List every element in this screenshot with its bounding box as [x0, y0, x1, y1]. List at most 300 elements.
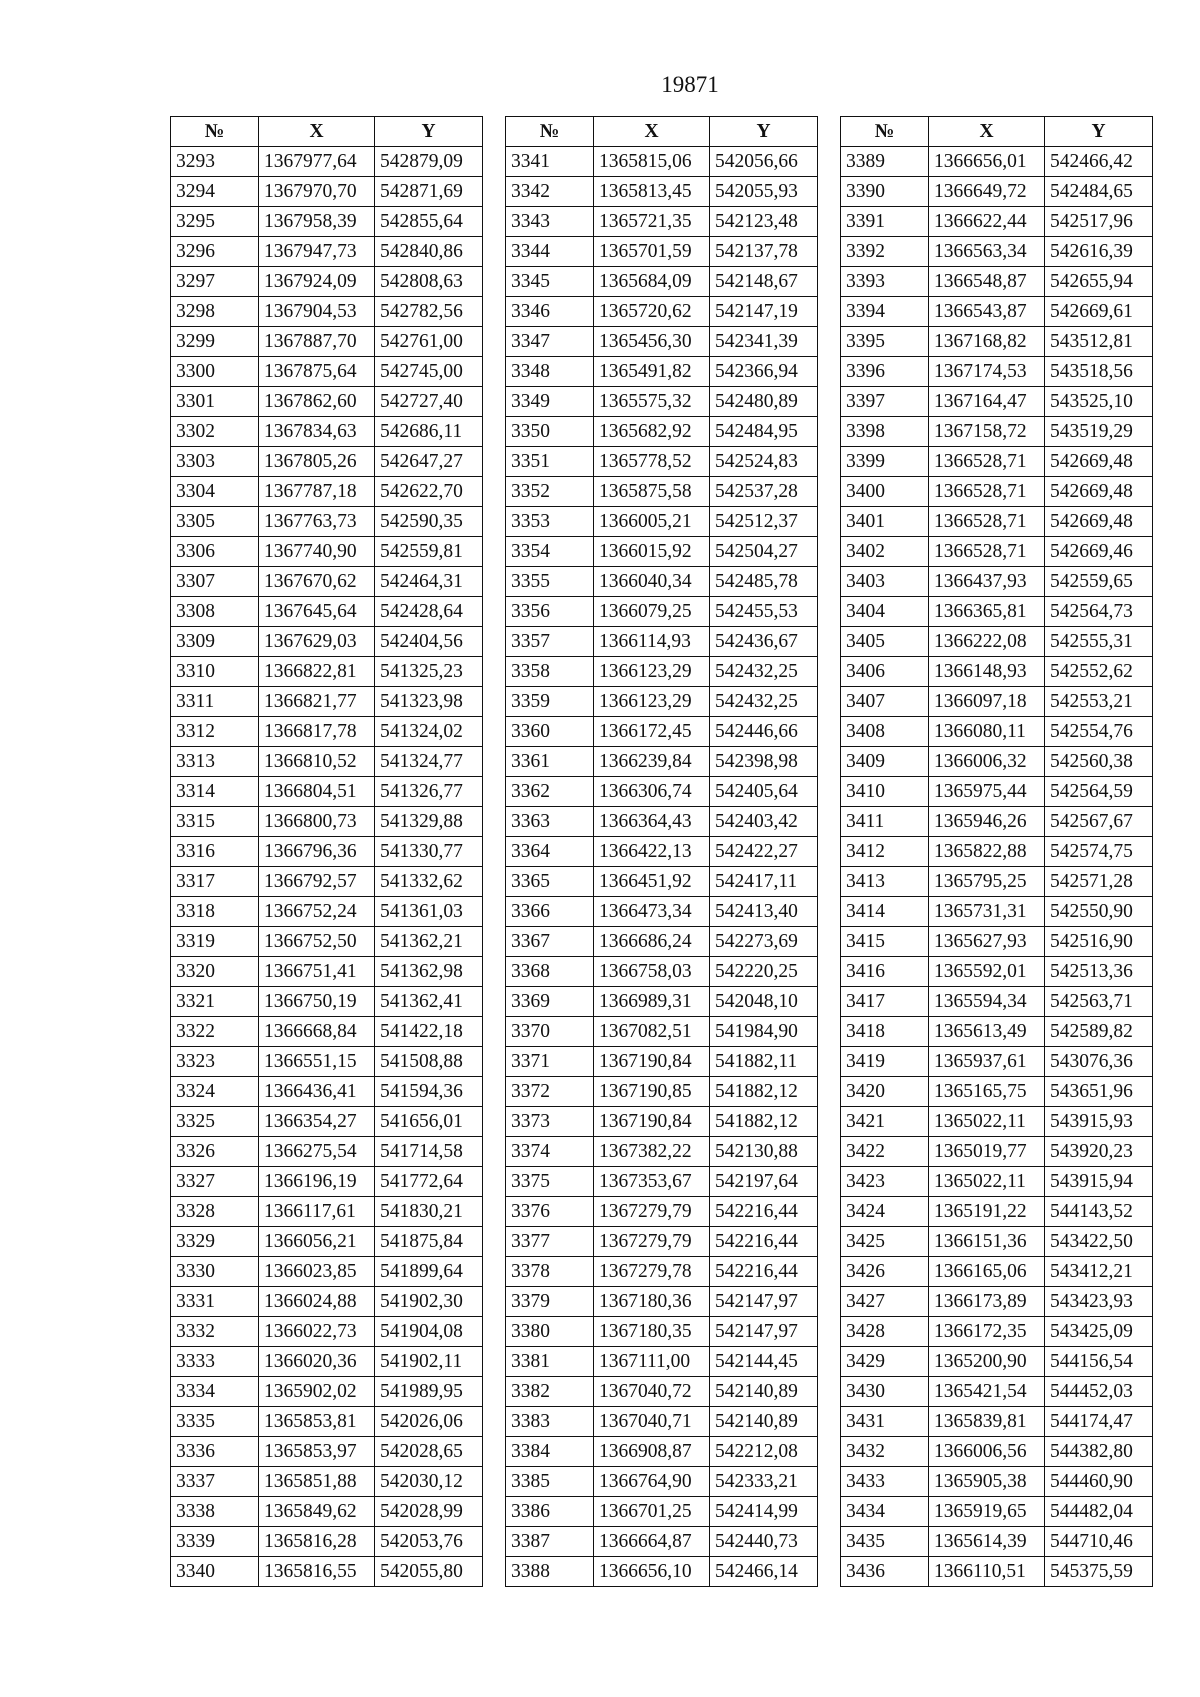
- table-row: [171, 567, 483, 597]
- table-row: [841, 477, 1153, 507]
- cell-x: 1367382,22: [594, 1137, 710, 1167]
- table-row: [841, 207, 1153, 237]
- table-row: [171, 897, 483, 927]
- cell-y: 542655,94: [1045, 267, 1153, 297]
- cell-y: 544174,47: [1045, 1407, 1153, 1437]
- cell-y: 544156,54: [1045, 1347, 1153, 1377]
- table-header-row: [841, 117, 1153, 147]
- cell-y: 542669,48: [1045, 507, 1153, 537]
- cell-x: 1365614,39: [929, 1527, 1045, 1557]
- cell-num: 3435: [841, 1527, 929, 1557]
- cell-num: 3319: [171, 927, 259, 957]
- cell-num: 3406: [841, 657, 929, 687]
- cell-y: 542616,39: [1045, 237, 1153, 267]
- cell-x: 1366473,34: [594, 897, 710, 927]
- table-row: [841, 237, 1153, 267]
- cell-y: 542446,66: [710, 717, 818, 747]
- page-number: 19871: [661, 72, 719, 97]
- cell-x: 1365627,93: [929, 927, 1045, 957]
- table-row: [841, 1347, 1153, 1377]
- cell-num: 3338: [171, 1497, 259, 1527]
- cell-y: 542727,40: [375, 387, 483, 417]
- table-row: [506, 867, 818, 897]
- cell-num: 3373: [506, 1107, 594, 1137]
- cell-y: 541325,23: [375, 657, 483, 687]
- cell-num: 3429: [841, 1347, 929, 1377]
- header-y: Y: [1045, 117, 1153, 147]
- cell-y: 542559,81: [375, 537, 483, 567]
- table-row: [841, 1257, 1153, 1287]
- cell-y: 542048,10: [710, 987, 818, 1017]
- table-row: [841, 1047, 1153, 1077]
- table-row: [841, 717, 1153, 747]
- cell-x: 1366804,51: [259, 777, 375, 807]
- cell-y: 542405,64: [710, 777, 818, 807]
- table-row: [171, 687, 483, 717]
- cell-num: 3336: [171, 1437, 259, 1467]
- cell-num: 3312: [171, 717, 259, 747]
- header-num: №: [506, 117, 594, 147]
- table-row: [171, 657, 483, 687]
- table-row: [841, 417, 1153, 447]
- cell-x: 1367164,47: [929, 387, 1045, 417]
- cell-x: 1365853,81: [259, 1407, 375, 1437]
- cell-x: 1367279,78: [594, 1257, 710, 1287]
- table-row: [841, 1557, 1153, 1587]
- cell-x: 1365795,25: [929, 867, 1045, 897]
- cell-x: 1366239,84: [594, 747, 710, 777]
- table-row: [171, 147, 483, 177]
- cell-x: 1366114,93: [594, 627, 710, 657]
- table-row: [506, 1317, 818, 1347]
- cell-num: 3349: [506, 387, 594, 417]
- cell-x: 1366022,73: [259, 1317, 375, 1347]
- cell-x: 1367190,84: [594, 1107, 710, 1137]
- cell-y: 541830,21: [375, 1197, 483, 1227]
- cell-x: 1366006,56: [929, 1437, 1045, 1467]
- cell-y: 542056,66: [710, 147, 818, 177]
- cell-x: 1366015,92: [594, 537, 710, 567]
- cell-num: 3376: [506, 1197, 594, 1227]
- cell-y: 542123,48: [710, 207, 818, 237]
- cell-num: 3371: [506, 1047, 594, 1077]
- cell-x: 1365839,81: [929, 1407, 1045, 1437]
- table-row: [506, 1557, 818, 1587]
- table-row: [171, 867, 483, 897]
- cell-num: 3368: [506, 957, 594, 987]
- cell-num: 3302: [171, 417, 259, 447]
- table-row: [841, 837, 1153, 867]
- cell-num: 3390: [841, 177, 929, 207]
- cell-x: 1366758,03: [594, 957, 710, 987]
- cell-num: 3419: [841, 1047, 929, 1077]
- cell-x: 1366551,15: [259, 1047, 375, 1077]
- cell-y: 541362,41: [375, 987, 483, 1017]
- cell-num: 3396: [841, 357, 929, 387]
- cell-y: 542417,11: [710, 867, 818, 897]
- table-row: [506, 837, 818, 867]
- cell-x: 1366079,25: [594, 597, 710, 627]
- cell-x: 1366436,41: [259, 1077, 375, 1107]
- cell-y: 542432,25: [710, 687, 818, 717]
- cell-y: 542220,25: [710, 957, 818, 987]
- cell-x: 1366354,27: [259, 1107, 375, 1137]
- cell-num: 3358: [506, 657, 594, 687]
- cell-x: 1366422,13: [594, 837, 710, 867]
- cell-y: 543423,93: [1045, 1287, 1153, 1317]
- cell-num: 3342: [506, 177, 594, 207]
- cell-x: 1367958,39: [259, 207, 375, 237]
- coordinate-table-3: [840, 116, 1153, 1587]
- table-row: [841, 1497, 1153, 1527]
- cell-num: 3310: [171, 657, 259, 687]
- cell-y: 542782,56: [375, 297, 483, 327]
- table-row: [506, 1017, 818, 1047]
- cell-x: 1367111,00: [594, 1347, 710, 1377]
- cell-y: 542366,94: [710, 357, 818, 387]
- cell-num: 3350: [506, 417, 594, 447]
- cell-x: 1365778,52: [594, 447, 710, 477]
- table-row: [171, 597, 483, 627]
- cell-y: 542669,61: [1045, 297, 1153, 327]
- cell-num: 3341: [506, 147, 594, 177]
- table-row: [506, 447, 818, 477]
- table-row: [841, 987, 1153, 1017]
- cell-x: 1366528,71: [929, 477, 1045, 507]
- cell-y: 542028,65: [375, 1437, 483, 1467]
- cell-num: 3296: [171, 237, 259, 267]
- cell-y: 542485,78: [710, 567, 818, 597]
- table-row: [171, 177, 483, 207]
- table-row: [506, 957, 818, 987]
- cell-num: 3307: [171, 567, 259, 597]
- cell-x: 1366656,01: [929, 147, 1045, 177]
- cell-num: 3332: [171, 1317, 259, 1347]
- cell-num: 3380: [506, 1317, 594, 1347]
- table-row: [171, 1047, 483, 1077]
- cell-num: 3322: [171, 1017, 259, 1047]
- table-row: [171, 1467, 483, 1497]
- cell-y: 543425,09: [1045, 1317, 1153, 1347]
- cell-x: 1366020,36: [259, 1347, 375, 1377]
- cell-x: 1365022,11: [929, 1107, 1045, 1137]
- table-row: [506, 1527, 818, 1557]
- cell-x: 1367862,60: [259, 387, 375, 417]
- table-row: [506, 387, 818, 417]
- cell-y: 542574,75: [1045, 837, 1153, 867]
- cell-x: 1366701,25: [594, 1497, 710, 1527]
- cell-x: 1366023,85: [259, 1257, 375, 1287]
- table-row: [171, 417, 483, 447]
- table-row: [841, 1227, 1153, 1257]
- cell-num: 3331: [171, 1287, 259, 1317]
- cell-x: 1366222,08: [929, 627, 1045, 657]
- cell-x: 1367180,35: [594, 1317, 710, 1347]
- cell-y: 542647,27: [375, 447, 483, 477]
- table-row: [506, 1407, 818, 1437]
- table-row: [171, 207, 483, 237]
- cell-num: 3383: [506, 1407, 594, 1437]
- cell-x: 1367279,79: [594, 1197, 710, 1227]
- table-row: [841, 657, 1153, 687]
- table-row: [506, 297, 818, 327]
- cell-x: 1367904,53: [259, 297, 375, 327]
- cell-y: 542055,93: [710, 177, 818, 207]
- table-row: [841, 267, 1153, 297]
- cell-num: 3306: [171, 537, 259, 567]
- cell-y: 542745,00: [375, 357, 483, 387]
- header-num: №: [841, 117, 929, 147]
- table-header-row: [171, 117, 483, 147]
- table-row: [506, 477, 818, 507]
- cell-x: 1367040,72: [594, 1377, 710, 1407]
- cell-num: 3422: [841, 1137, 929, 1167]
- cell-y: 542140,89: [710, 1407, 818, 1437]
- cell-x: 1366365,81: [929, 597, 1045, 627]
- cell-y: 542552,62: [1045, 657, 1153, 687]
- cell-x: 1365200,90: [929, 1347, 1045, 1377]
- table-row: [506, 1257, 818, 1287]
- cell-y: 541714,58: [375, 1137, 483, 1167]
- cell-num: 3301: [171, 387, 259, 417]
- table-row: [841, 1467, 1153, 1497]
- table-row: [171, 987, 483, 1017]
- cell-x: 1367670,62: [259, 567, 375, 597]
- cell-y: 542761,00: [375, 327, 483, 357]
- cell-y: 542440,73: [710, 1527, 818, 1557]
- table-row: [841, 1527, 1153, 1557]
- cell-y: 541324,02: [375, 717, 483, 747]
- cell-y: 541361,03: [375, 897, 483, 927]
- cell-x: 1366752,24: [259, 897, 375, 927]
- cell-num: 3395: [841, 327, 929, 357]
- table-row: [841, 1107, 1153, 1137]
- table-row: [171, 777, 483, 807]
- cell-y: 542055,80: [375, 1557, 483, 1587]
- cell-num: 3344: [506, 237, 594, 267]
- cell-x: 1366097,18: [929, 687, 1045, 717]
- cell-y: 542147,97: [710, 1317, 818, 1347]
- table-row: [506, 657, 818, 687]
- table-row: [171, 837, 483, 867]
- table-row: [171, 357, 483, 387]
- cell-num: 3407: [841, 687, 929, 717]
- cell-x: 1366024,88: [259, 1287, 375, 1317]
- table-header-row: [506, 117, 818, 147]
- cell-y: 542516,90: [1045, 927, 1153, 957]
- cell-y: 542517,96: [1045, 207, 1153, 237]
- cell-y: 543422,50: [1045, 1227, 1153, 1257]
- table-row: [506, 1287, 818, 1317]
- cell-x: 1365875,58: [594, 477, 710, 507]
- table-row: [171, 327, 483, 357]
- cell-y: 541882,12: [710, 1107, 818, 1137]
- header-num: №: [171, 117, 259, 147]
- cell-num: 3377: [506, 1227, 594, 1257]
- cell-num: 3433: [841, 1467, 929, 1497]
- cell-y: 542524,83: [710, 447, 818, 477]
- cell-x: 1366275,54: [259, 1137, 375, 1167]
- cell-num: 3323: [171, 1047, 259, 1077]
- cell-y: 542212,08: [710, 1437, 818, 1467]
- cell-num: 3357: [506, 627, 594, 657]
- cell-x: 1367174,53: [929, 357, 1045, 387]
- cell-x: 1366148,93: [929, 657, 1045, 687]
- cell-num: 3297: [171, 267, 259, 297]
- table-row: [506, 1197, 818, 1227]
- cell-num: 3314: [171, 777, 259, 807]
- cell-y: 544382,80: [1045, 1437, 1153, 1467]
- cell-num: 3309: [171, 627, 259, 657]
- cell-num: 3385: [506, 1467, 594, 1497]
- cell-x: 1366528,71: [929, 537, 1045, 567]
- table-row: [171, 927, 483, 957]
- cell-y: 542414,99: [710, 1497, 818, 1527]
- table-row: [841, 327, 1153, 357]
- table-row: [506, 417, 818, 447]
- cell-x: 1366364,43: [594, 807, 710, 837]
- table-row: [841, 507, 1153, 537]
- table-row: [841, 1287, 1153, 1317]
- cell-num: 3417: [841, 987, 929, 1017]
- cell-y: 543519,29: [1045, 417, 1153, 447]
- cell-x: 1367977,64: [259, 147, 375, 177]
- cell-y: 542840,86: [375, 237, 483, 267]
- table-row: [171, 627, 483, 657]
- cell-x: 1365594,34: [929, 987, 1045, 1017]
- cell-num: 3313: [171, 747, 259, 777]
- cell-num: 3391: [841, 207, 929, 237]
- cell-num: 3359: [506, 687, 594, 717]
- cell-x: 1366548,87: [929, 267, 1045, 297]
- cell-y: 542216,44: [710, 1257, 818, 1287]
- cell-x: 1365731,31: [929, 897, 1045, 927]
- cell-x: 1366437,93: [929, 567, 1045, 597]
- cell-num: 3353: [506, 507, 594, 537]
- cell-num: 3327: [171, 1167, 259, 1197]
- cell-x: 1367158,72: [929, 417, 1045, 447]
- cell-num: 3392: [841, 237, 929, 267]
- cell-x: 1365421,54: [929, 1377, 1045, 1407]
- cell-y: 542512,37: [710, 507, 818, 537]
- cell-num: 3316: [171, 837, 259, 867]
- cell-num: 3418: [841, 1017, 929, 1047]
- cell-y: 542026,06: [375, 1407, 483, 1437]
- table-row: [841, 1077, 1153, 1107]
- cell-x: 1365919,65: [929, 1497, 1045, 1527]
- cell-x: 1367190,84: [594, 1047, 710, 1077]
- cell-y: 541882,11: [710, 1047, 818, 1077]
- cell-num: 3340: [171, 1557, 259, 1587]
- cell-x: 1366821,77: [259, 687, 375, 717]
- cell-num: 3386: [506, 1497, 594, 1527]
- table-row: [506, 507, 818, 537]
- cell-num: 3405: [841, 627, 929, 657]
- table-row: [841, 357, 1153, 387]
- table-row: [171, 477, 483, 507]
- cell-y: 544452,03: [1045, 1377, 1153, 1407]
- cell-x: 1366080,11: [929, 717, 1045, 747]
- cell-num: 3384: [506, 1437, 594, 1467]
- cell-num: 3375: [506, 1167, 594, 1197]
- cell-num: 3416: [841, 957, 929, 987]
- cell-num: 3393: [841, 267, 929, 297]
- cell-y: 542550,90: [1045, 897, 1153, 927]
- table-row: [171, 957, 483, 987]
- table-row: [171, 1107, 483, 1137]
- cell-y: 542404,56: [375, 627, 483, 657]
- cell-num: 3411: [841, 807, 929, 837]
- cell-num: 3304: [171, 477, 259, 507]
- cell-y: 542147,19: [710, 297, 818, 327]
- cell-x: 1367834,63: [259, 417, 375, 447]
- cell-y: 543412,21: [1045, 1257, 1153, 1287]
- cell-y: 542413,40: [710, 897, 818, 927]
- cell-x: 1367970,70: [259, 177, 375, 207]
- cell-num: 3367: [506, 927, 594, 957]
- cell-x: 1366908,87: [594, 1437, 710, 1467]
- cell-y: 541362,98: [375, 957, 483, 987]
- cell-y: 542808,63: [375, 267, 483, 297]
- cell-num: 3399: [841, 447, 929, 477]
- table-row: [171, 1287, 483, 1317]
- cell-y: 542563,71: [1045, 987, 1153, 1017]
- cell-num: 3436: [841, 1557, 929, 1587]
- cell-x: 1367763,73: [259, 507, 375, 537]
- cell-num: 3330: [171, 1257, 259, 1287]
- cell-num: 3334: [171, 1377, 259, 1407]
- cell-x: 1366563,34: [929, 237, 1045, 267]
- cell-num: 3365: [506, 867, 594, 897]
- table-row: [506, 597, 818, 627]
- cell-y: 542686,11: [375, 417, 483, 447]
- cell-y: 542669,48: [1045, 477, 1153, 507]
- table-row: [841, 1197, 1153, 1227]
- table-row: [506, 717, 818, 747]
- cell-y: 541875,84: [375, 1227, 483, 1257]
- cell-y: 542589,82: [1045, 1017, 1153, 1047]
- cell-x: 1365491,82: [594, 357, 710, 387]
- cell-num: 3398: [841, 417, 929, 447]
- table-row: [171, 747, 483, 777]
- table-row: [841, 1377, 1153, 1407]
- cell-num: 3305: [171, 507, 259, 537]
- cell-num: 3424: [841, 1197, 929, 1227]
- table-row: [171, 1227, 483, 1257]
- cell-y: 544710,46: [1045, 1527, 1153, 1557]
- cell-x: 1365019,77: [929, 1137, 1045, 1167]
- cell-y: 541332,62: [375, 867, 483, 897]
- cell-y: 542216,44: [710, 1227, 818, 1257]
- table-row: [506, 237, 818, 267]
- table-row: [171, 267, 483, 297]
- cell-num: 3413: [841, 867, 929, 897]
- cell-y: 541899,64: [375, 1257, 483, 1287]
- cell-num: 3423: [841, 1167, 929, 1197]
- cell-num: 3374: [506, 1137, 594, 1167]
- cell-y: 542140,89: [710, 1377, 818, 1407]
- cell-num: 3308: [171, 597, 259, 627]
- table-row: [171, 1257, 483, 1287]
- cell-y: 542341,39: [710, 327, 818, 357]
- cell-x: 1365851,88: [259, 1467, 375, 1497]
- table-row: [171, 1347, 483, 1377]
- cell-x: 1367787,18: [259, 477, 375, 507]
- cell-y: 542273,69: [710, 927, 818, 957]
- cell-x: 1366196,19: [259, 1167, 375, 1197]
- cell-x: 1365720,62: [594, 297, 710, 327]
- cell-x: 1367645,64: [259, 597, 375, 627]
